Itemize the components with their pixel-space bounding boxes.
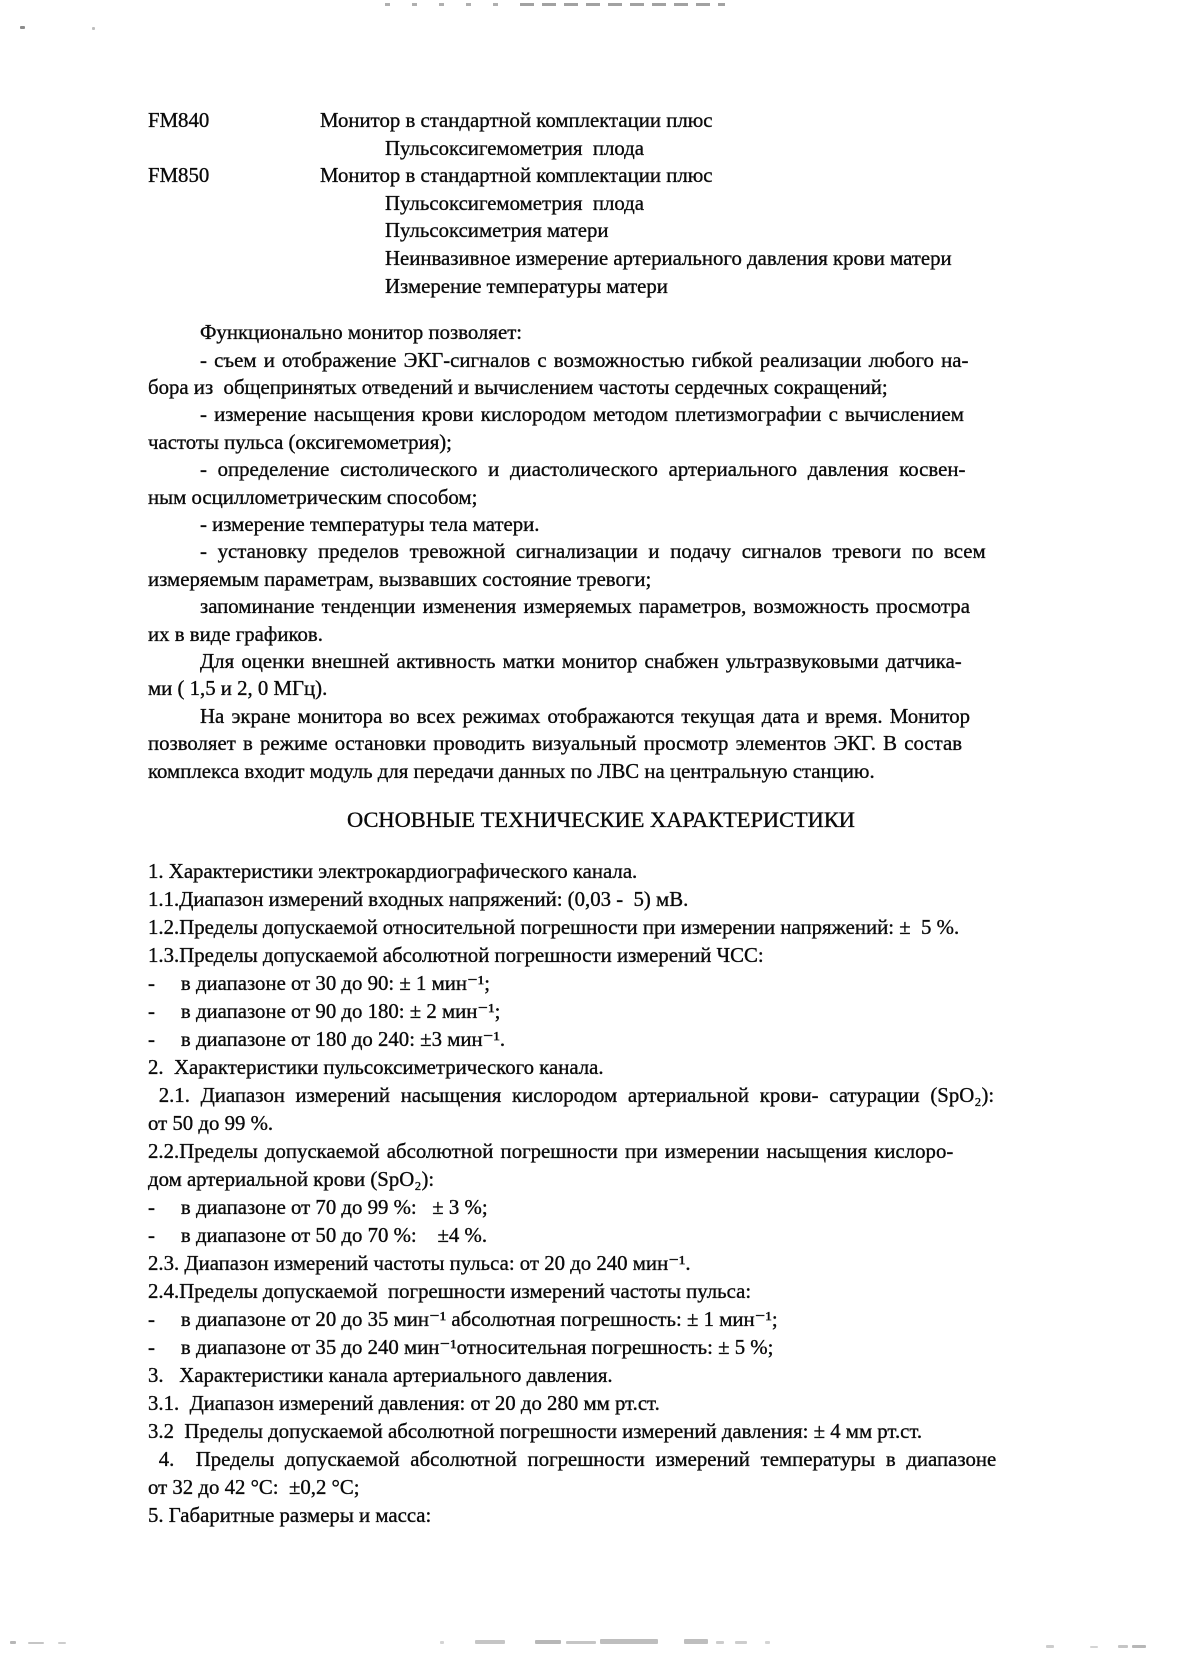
model-description: Монитор в стандартной комплектации плюс: [320, 164, 713, 188]
scan-artifact-bottom: [10, 1641, 16, 1644]
model-row: [148, 273, 1054, 301]
technical-characteristics: [148, 858, 1054, 1530]
spec-line: 1.1.Диапазон измерений входных напряжений: (0,03 - 5) мВ.: [148, 888, 689, 912]
scan-artifact-bottom: [684, 1639, 708, 1644]
scan-artifact-top-sparse: [385, 3, 515, 6]
model-code: [148, 190, 320, 218]
description-line: бора из общепринятых отведений и вычислением частоты сердечных сокращений;: [148, 375, 888, 399]
description-line: комплекса входит модуль для передачи данных по ЛВС на центральную станцию.: [148, 759, 875, 783]
description-line: частоты пульса (оксигемометрия);: [148, 430, 452, 454]
spec-line: 2.1. Диапазон измерений насыщения кислородом артериальной крови- сатурации (SpO₂):: [148, 1084, 995, 1108]
section-heading: ОСНОВНЫЕ ТЕХНИЧЕСКИЕ ХАРАКТЕРИСТИКИ: [347, 807, 855, 833]
description-line: их в виде графиков.: [148, 622, 323, 646]
description-line: Функционально монитор позволяет:: [200, 321, 523, 345]
description-line: позволяет в режиме остановки проводить визуальный просмотр элементов ЭКГ. В состав: [148, 732, 963, 756]
spec-line: 1. Характеристики электрокардиографического канала.: [148, 860, 638, 884]
model-row: [148, 217, 1054, 245]
scan-artifact-bottom: [440, 1641, 444, 1644]
scan-artifact-bottom: [600, 1639, 658, 1644]
spec-line: 1.3.Пределы допускаемой абсолютной погрешности измерений ЧСС:: [148, 944, 764, 968]
spec-line: 5. Габаритные размеры и масса:: [148, 1504, 432, 1528]
spec-line: 1.2.Пределы допускаемой относительной погрешности при измерении напряжений: ± 5 %.: [148, 916, 960, 940]
description-line: ным осциллометрическим способом;: [148, 485, 478, 509]
model-description: Пульсоксигемометрия плода: [385, 191, 644, 215]
functional-description: [148, 319, 1054, 785]
model-row: [148, 245, 1054, 273]
spec-line: - в диапазоне от 35 до 240 мин⁻¹относительная погрешность: ± 5 %;: [148, 1336, 774, 1360]
scan-artifact-bottom: [1090, 1646, 1098, 1648]
model-configurations: [148, 107, 1054, 300]
description-line: - определение систолического и диастолического артериального давления косвен-: [200, 458, 966, 482]
scan-artifact-bottom: [566, 1641, 596, 1644]
model-code: [148, 217, 320, 245]
scan-artifact-bottom: [535, 1640, 561, 1644]
scan-artifact-bottom: [735, 1641, 747, 1644]
scan-artifact-bottom: [716, 1641, 724, 1644]
model-row: [148, 135, 1054, 163]
description-line: - съем и отображение ЭКГ-сигналов с возможностью гибкой реализации любого на-: [200, 348, 969, 372]
model-code: [148, 273, 320, 301]
description-line: запоминание тенденции изменения измеряемых параметров, возможность просмотра: [200, 595, 970, 619]
spec-line: - в диапазоне от 50 до 70 %: ±4 %.: [148, 1224, 488, 1248]
scan-artifact-top-dense: [520, 3, 725, 6]
description-line: ми ( 1,5 и 2, 0 МГц).: [148, 677, 328, 701]
spec-line: дом артериальной крови (SpO₂):: [148, 1168, 435, 1192]
spec-line: 2.2.Пределы допускаемой абсолютной погрешности при измерении насыщения кислоро-: [148, 1140, 954, 1164]
spec-line: - в диапазоне от 180 до 240: ±3 мин⁻¹.: [148, 1028, 506, 1052]
model-row: [148, 162, 1054, 190]
scan-artifact-bottom: [1118, 1645, 1128, 1648]
model-code: FM840: [148, 109, 210, 132]
spec-line: 4. Пределы допускаемой абсолютной погрешности измерений температуры в диапазоне: [148, 1448, 997, 1472]
spec-line: 2.3. Диапазон измерений частоты пульса: от 20 до 240 мин⁻¹.: [148, 1252, 691, 1276]
scan-artifact-bottom: [1046, 1645, 1054, 1648]
spec-line: 2.4.Пределы допускаемой погрешности измерений частоты пульса:: [148, 1280, 752, 1304]
scan-artifact-bottom: [28, 1642, 44, 1644]
model-description: Измерение температуры матери: [385, 274, 668, 298]
spec-line: 2. Характеристики пульсоксиметрического канала.: [148, 1056, 604, 1080]
model-description: Пульсоксигемометрия плода: [385, 136, 644, 160]
spec-line: от 50 до 99 %.: [148, 1112, 274, 1136]
spec-line: 3.1. Диапазон измерений давления: от 20 до 280 мм рт.ст.: [148, 1392, 660, 1416]
description-line: На экране монитора во всех режимах отображаются текущая дата и время. Монитор: [200, 704, 970, 728]
spec-line: 3. Характеристики канала артериального давления.: [148, 1364, 613, 1388]
model-row: [148, 190, 1054, 218]
spec-line: от 32 до 42 °С: ±0,2 °С;: [148, 1476, 360, 1500]
model-row: [148, 107, 1054, 135]
scan-artifact-bottom: [1132, 1645, 1146, 1648]
description-line: измеряемым параметрам, вызвавших состояние тревоги;: [148, 567, 652, 591]
scan-artifact-bottom: [475, 1640, 505, 1644]
spec-line: - в диапазоне от 70 до 99 %: ± 3 %;: [148, 1196, 488, 1220]
model-code: [148, 135, 320, 163]
description-line: - измерение температуры тела матери.: [200, 513, 540, 536]
spec-line: - в диапазоне от 20 до 35 мин⁻¹ абсолютная погрешность: ± 1 мин⁻¹;: [148, 1308, 778, 1332]
description-line: - измерение насыщения крови кислородом методом плетизмографии с вычислением: [200, 403, 964, 427]
scan-artifact-dot: [92, 27, 95, 30]
scan-artifact-bottom: [58, 1642, 66, 1644]
document-content: [148, 107, 1054, 1530]
spec-line: - в диапазоне от 30 до 90: ± 1 мин⁻¹;: [148, 972, 491, 996]
description-line: - установку пределов тревожной сигнализации и подачу сигналов тревоги по всем: [200, 540, 986, 564]
spec-line: 3.2 Пределы допускаемой абсолютной погрешности измерений давления: ± 4 мм рт.ст.: [148, 1420, 923, 1444]
model-code: FM850: [148, 164, 210, 188]
model-description: Монитор в стандартной комплектации плюс: [320, 109, 713, 132]
model-code: [148, 245, 320, 273]
model-description: Пульсоксиметрия матери: [385, 219, 609, 243]
scan-artifact-bottom: [765, 1641, 770, 1644]
model-description: Неинвазивное измерение артериального давления крови матери: [385, 246, 952, 270]
scan-artifact-dot: [20, 26, 25, 29]
description-line: Для оценки внешней активность матки монитор снабжен ультразвуковыми датчика-: [200, 650, 962, 674]
spec-line: - в диапазоне от 90 до 180: ± 2 мин⁻¹;: [148, 1000, 501, 1024]
